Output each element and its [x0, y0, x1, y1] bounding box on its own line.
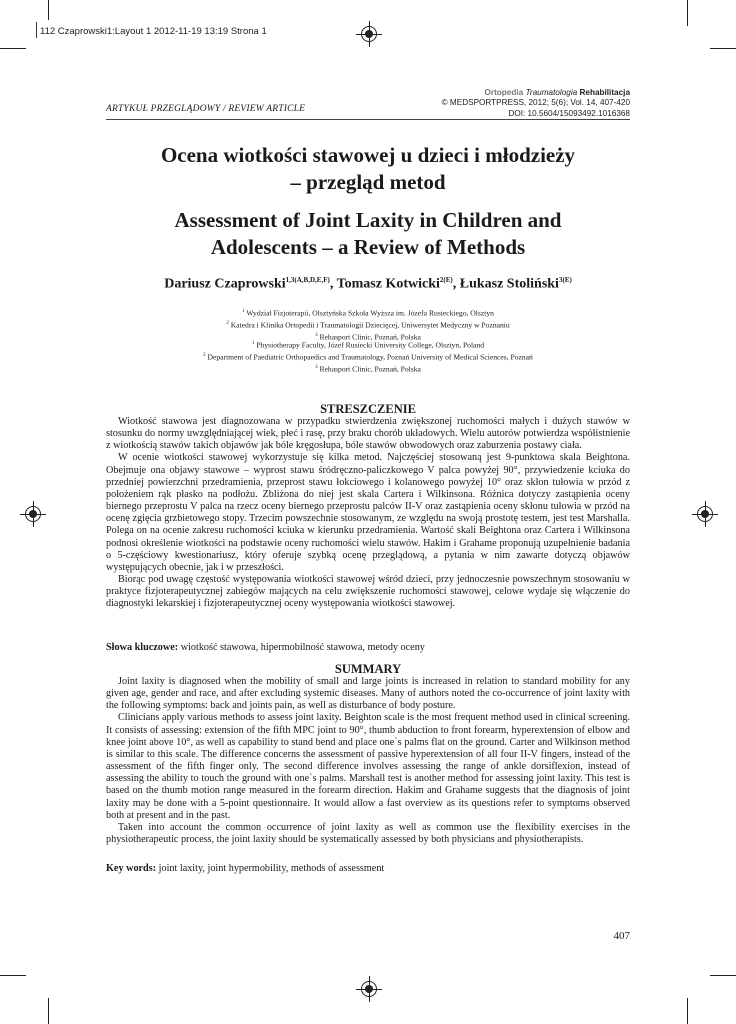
page-number: 407: [613, 930, 630, 942]
author-list: Dariusz Czaprowski$^{1,3(A,B,D,E,F)}$, Tomasz Kotwicki$^{2(E)}$, Łukasz Stoliński$^{3(E)}$: [164, 276, 572, 292]
crop-mark: [687, 0, 688, 26]
paragraph: W ocenie wiotkości stawowej wykorzystuje się kilka metod. Najczęściej stosowaną jest 9-punktowa skala Beightona. Obejmuje ona objawy stawowe – wyprost stawu śródręczno-paliczkowego V palca powyżej 90°, przywiedzenie kciuka do przedniej powierzchni przedramienia, przeprost stawu łokciowego i kolanowego powyżej 10° oraz skłon tułowia w przód z położeniem rąk płasko na podłożu. Zbliżona do niej jest skala Cartera i Wilkinsona. Różnica dotyczy zastąpienia oceny biernego przeprostu V palca na rzecz oceny biernego przeprostu palców II-V oraz zastąpienia oceny skłonu tułowia w przód na ocenę zgięcia grzbietowego stopy. Trzecim powszechnie stosowanym, ze względu na swoją prostotę testem, jest test Marshalla. Polega on na ocenie zakresu ruchomości kciuka w kierunku przedramienia. Wartość skali Beightona oraz Cartera i Wilkinsona podnosi określenie wiotkości na podstawie oceny ruchomości wielu stawów. Hakim i Grahame proponują uzupełnienie badania o 5-częściowy kwestionariusz, który oferuje szybką ocenę przeglądową, a pytania w nim zawarte dotyczą objawów występujących obecnie, jak i w przeszłości.: [106, 452, 630, 573]
paragraph: Taken into account the common occurrence of joint laxity as well as common use the flexibility exercises in the physiotherapeutic process, the joint laxity should be systematically assessed by both physicians and physiotherapists.: [106, 821, 630, 846]
printer-slug: 112 Czaprowski1:Layout 1 2012-11-19 13:19 Strona 1: [40, 26, 267, 37]
journal-info: [442, 88, 630, 119]
summary-body: [106, 676, 630, 846]
crop-mark: [687, 998, 688, 1024]
affiliation: $^2$ Katedra i Klinika Ortopedii i Traumatologii Dziecięcej, Uniwersytet Medyczny w Poznaniu: [226, 320, 510, 330]
streszczenie-heading: STRESZCZENIE: [320, 402, 416, 416]
affiliation: $^1$ Physiotherapy Faculty, Józef Rusiecki University College, Olsztyn, Poland: [251, 340, 485, 350]
author: Łukasz Stoliński: [459, 276, 559, 292]
doi: DOI: 10.5604/15093492.1016368: [508, 108, 630, 118]
publisher-line: © MEDSPORTPRESS, 2012; 5(6); Vol. 14, 407-420: [441, 98, 630, 108]
keywords-polish: Słowa kluczowe: wiotkość stawowa, hipermobilność stawowa, metody oceny: [106, 642, 425, 653]
author: Tomasz Kotwicki: [336, 276, 440, 292]
summary-heading: SUMMARY: [334, 662, 402, 676]
crop-mark: [0, 48, 26, 49]
paragraph: Wiotkość stawowa jest diagnozowana w przypadku stwierdzenia zwiększonej ruchomości małych i dużych stawów w stosunku do normy uwzględniającej wiek, płeć i rasę, przy braku chorób układowych. Wielu autorów potwierdza współistnienie z wiotkością stawów takich objawów jak bóle kręgosłupa, bóle stawów obwodowych oraz zaburzenia postawy ciała.: [106, 416, 630, 452]
keywords-english: Key words: joint laxity, joint hypermobility, methods of assessment: [106, 863, 385, 874]
affiliation: $^3$ Rehasport Clinic, Poznań, Polska: [315, 332, 421, 342]
affiliation: $^3$ Rehasport Clinic, Poznań, Polska: [315, 364, 421, 374]
journal-title: Ortopedia Traumatologia Rehabilitacja: [484, 88, 630, 97]
affiliation: $^1$ Wydział Fizjoterapii, Olsztyńska Szkoła Wyższa im. Józefa Rusieckiego, Olsztyn: [242, 308, 494, 318]
crop-mark: [48, 998, 49, 1024]
registration-mark-left: [25, 506, 41, 522]
registration-mark-bottom: [361, 981, 377, 997]
streszczenie-body: [106, 416, 630, 611]
affiliations-english: [106, 339, 630, 375]
crop-mark: [710, 975, 736, 976]
paragraph: Biorąc pod uwagę częstość występowania wiotkości stawowej wśród dzieci, przy jednoczesnie powszechnym stosowaniu w praktyce fizjoterapeutycznej zabiegów mających na celu zwiększenie ruchomości stawowej, celowe wydaje się włączenie do diagnostyki lekarskiej i fizjoterapeutycznej oceny występowania wiotkości stawowej.: [106, 574, 630, 610]
author: Dariusz Czaprowski: [164, 276, 286, 292]
crop-mark: [48, 0, 49, 20]
header-rule: [106, 119, 630, 120]
article-type: ARTYKUŁ PRZEGLĄDOWY / REVIEW ARTICLE: [106, 104, 306, 114]
title-polish: Ocena wiotkości stawowej u dzieci i młodzieży – przegląd metod: [160, 143, 576, 194]
title-english: Assessment of Joint Laxity in Children and Adolescents – a Review of Methods: [174, 208, 562, 259]
affiliation: $^2$ Department of Paediatric Orthopaedics and Traumatology, Poznań University of Medical Sciences, Poznań: [203, 352, 533, 362]
registration-mark-right: [697, 506, 713, 522]
paragraph: Clinicians apply various methods to assess joint laxity. Beighton scale is the most frequent method used in clinical screening. It consists of assessing: extension of the fifth MPC joint to 90°, thumb abduction to front forearm, hyperextension of elbow and knee joint above 10°, as well as capability to stand bend and place one`s palms flat on the ground. Carter and Wilkinson method is similar to this scale. The difference concerns the assessment of passive hyperextension of all four II-V fingers, instead of the assessment of the fifth finger only. The second difference involves assessing the range of ankle dorsiflexion, instead of assessing the ability to touch the ground with one`s palms. Marshall test is another method for assessing joint laxity. This test is based on the thumb motion range measured in the forearm direction. Hakim and Grahame suggests that the diagnosis of joint laxity may be done with a 5-point questionnaire. It would allow a fast overview as its questions refer to symptoms observed both at present and in the past.: [106, 712, 630, 821]
affiliations-polish: [106, 307, 630, 343]
crop-mark: [0, 975, 26, 976]
crop-mark: [710, 48, 736, 49]
paragraph: Joint laxity is diagnosed when the mobility of small and large joints is increased in relation to standard mobility for any given age, gender and race, and after excluding systemic diseases. Many of authors noted the co-occurrence of joint laxity with the following symptoms: back and joints pain, as well as disturbance of body posture.: [106, 676, 630, 712]
registration-mark-top: [361, 26, 377, 42]
slug-border: [36, 22, 37, 38]
